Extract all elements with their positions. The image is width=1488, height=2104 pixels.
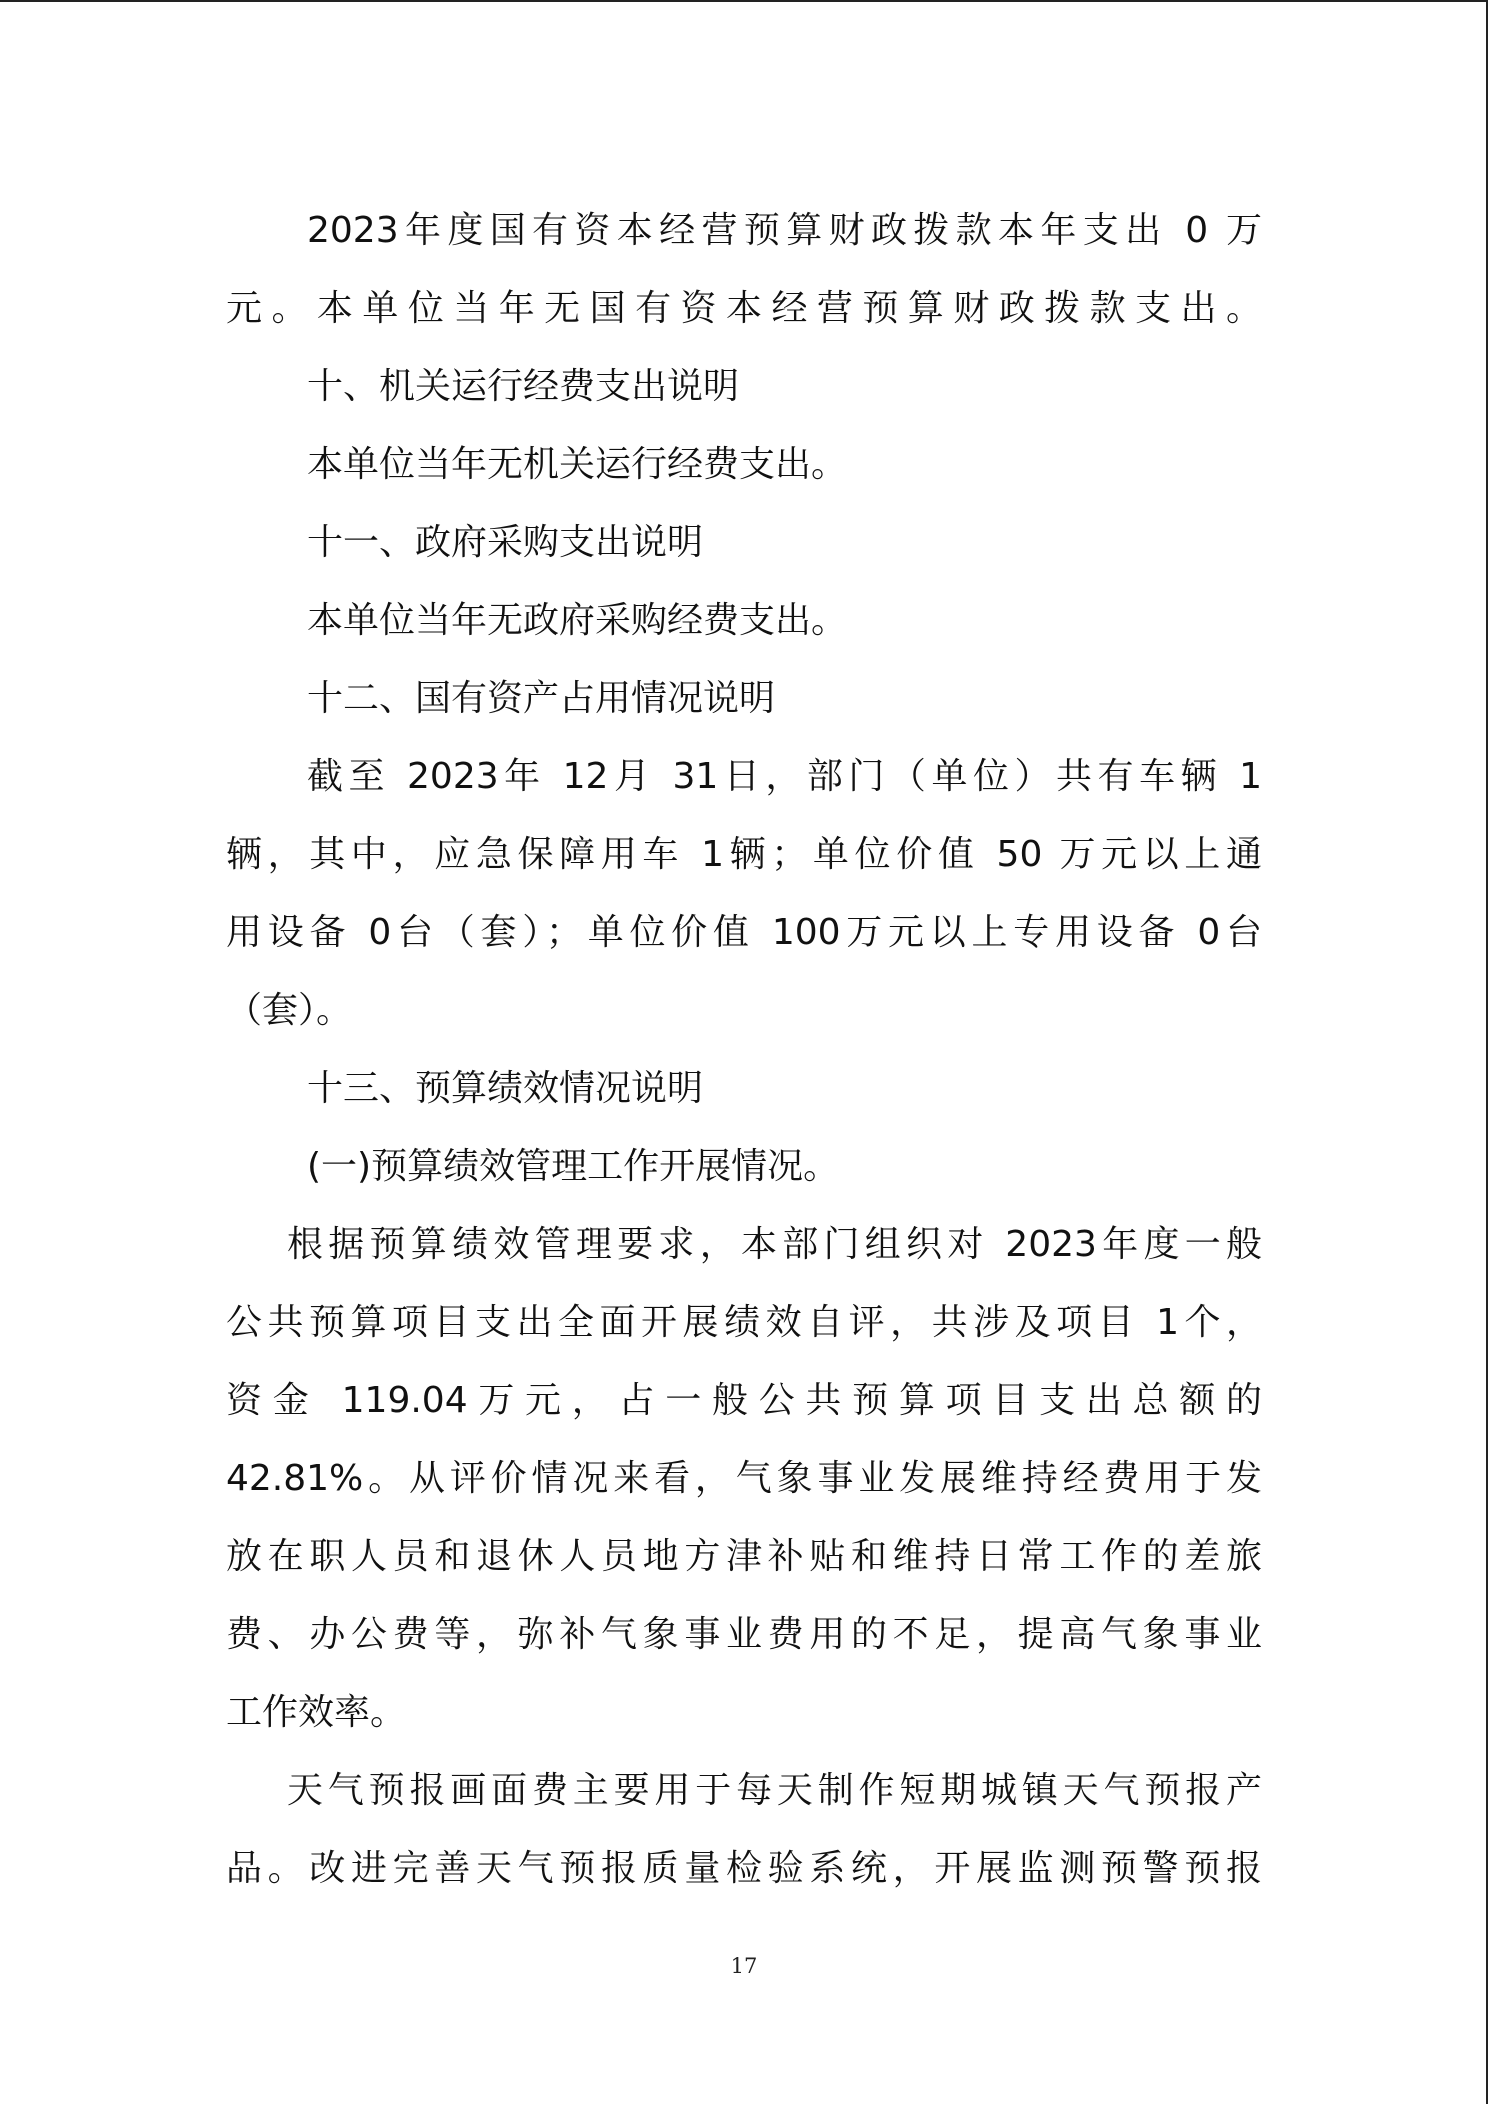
page-number: 17 xyxy=(730,1954,758,1978)
section-heading: 十、机关运行经费支出说明 xyxy=(307,366,740,407)
text-line: 费、办公费等，弥补气象事业费用的不足，提高气象事业 xyxy=(226,1614,1262,1655)
text-line: （套）。 xyxy=(226,990,353,1031)
text-line: 用设备 0台（套）；单位价值 100万元以上专用设备 0台 xyxy=(226,912,1262,953)
section-heading: 十三、预算绩效情况说明 xyxy=(307,1068,704,1109)
text-line: 本单位当年无机关运行经费支出。 xyxy=(307,444,848,485)
section-heading: 十一、政府采购支出说明 xyxy=(307,522,704,563)
text-line: 工作效率。 xyxy=(226,1692,407,1733)
section-heading: 十二、国有资产占用情况说明 xyxy=(307,678,776,719)
text-line: 元。本单位当年无国有资本经营预算财政拨款支出。 xyxy=(226,288,1262,329)
text-line: 根据预算绩效管理要求，本部门组织对 2023年度一般 xyxy=(287,1224,1262,1265)
text-line: 2023年度国有资本经营预算财政拨款本年支出 0 万 xyxy=(307,210,1262,251)
text-line: 天气预报画面费主要用于每天制作短期城镇天气预报产 xyxy=(287,1770,1262,1811)
body-text xyxy=(226,192,1262,1908)
text-line: 42.81%。从评价情况来看，气象事业发展维持经费用于发 xyxy=(226,1458,1262,1499)
text-line: 本单位当年无政府采购经费支出。 xyxy=(307,600,848,641)
text-line: 放在职人员和退休人员地方津补贴和维持日常工作的差旅 xyxy=(226,1536,1262,1577)
subsection-heading: (一)预算绩效管理工作开展情况。 xyxy=(307,1146,840,1187)
text-line: 公共预算项目支出全面开展绩效自评，共涉及项目 1个， xyxy=(226,1302,1262,1343)
text-line: 辆，其中，应急保障用车 1辆；单位价值 50 万元以上通 xyxy=(226,834,1262,875)
text-line: 资金 119.04万元，占一般公共预算项目支出总额的 xyxy=(226,1380,1262,1421)
text-line: 截至 2023年 12月 31日，部门（单位）共有车辆 1 xyxy=(307,756,1262,797)
text-line: 品。改进完善天气预报质量检验系统，开展监测预警预报 xyxy=(226,1848,1262,1889)
